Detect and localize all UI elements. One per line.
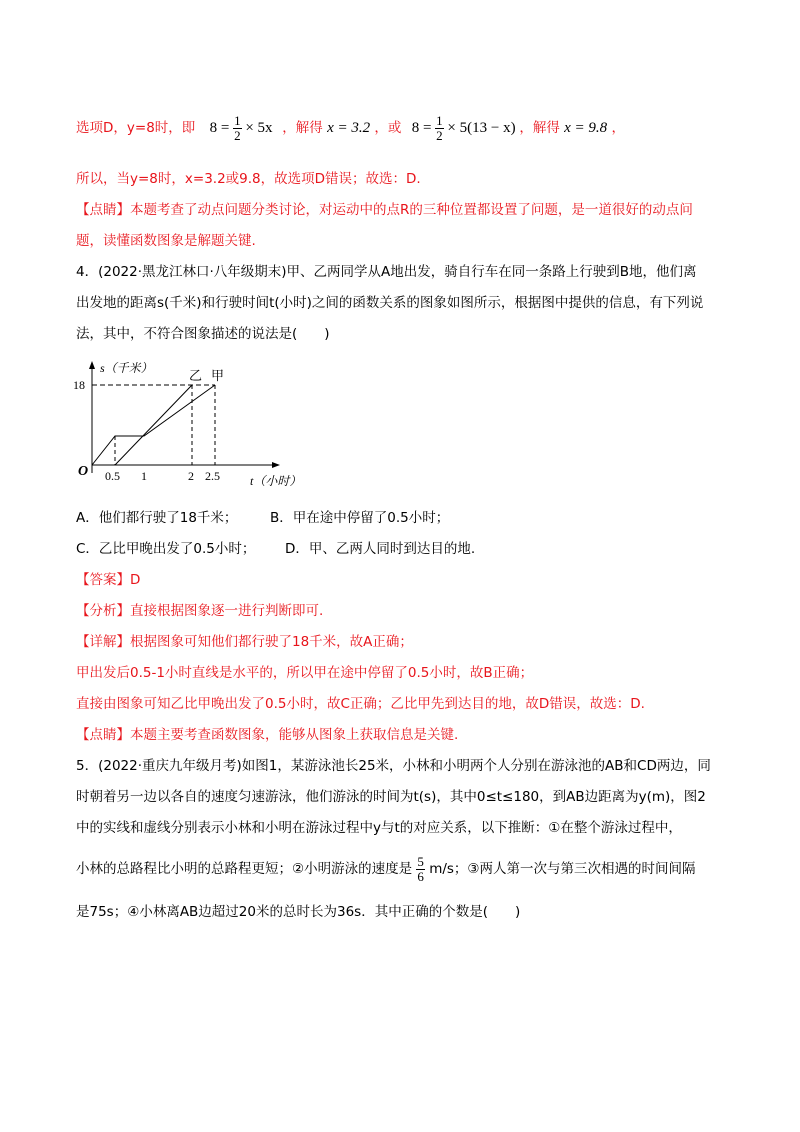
text-span: ， (611, 119, 625, 136)
question-line: 法，其中，不符合图象描述的说法是( ) (76, 326, 330, 342)
text-span: 小林的总路程比小明的总路程更短；②小明游泳的速度是 (76, 861, 413, 877)
question-line: 出发地的距离s(千米)和行驶时间t(小时)之间的函数关系的图象如图所示，根据图中提供的信息，有下列说 (76, 295, 704, 311)
distance-time-graph (70, 355, 320, 495)
origin-label: O (78, 464, 89, 479)
question-line: 4．(2022·黑龙江林口·八年级期末)甲、乙两同学从A地出发，骑自行车在同一条路上行驶到B地，他们离 (76, 264, 697, 280)
text-span: ，解得 (282, 119, 323, 136)
frac-den: 2 (436, 128, 443, 143)
solution-line (76, 114, 625, 143)
x-tick-2: 2 (188, 469, 194, 483)
equation-2 (411, 113, 520, 143)
line-label-yi: 乙 (189, 368, 203, 383)
x-tick-2-5: 2.5 (205, 469, 220, 483)
speed-fraction (416, 855, 425, 884)
solution-line: 所以，当y=8时，x=3.2或9.8，故选项D错误；故选：D. (76, 171, 421, 187)
question-line: 中的实线和虚线分别表示小林和小明在游泳过程中y与t的对应关系，以下推断：①在整个游泳过程中， (76, 820, 682, 836)
eq-left: 8 = (411, 119, 432, 136)
solution-value: x = 9.8 (564, 119, 608, 136)
x-axis-arrow (272, 462, 280, 468)
question-line: 是75s；④小林离AB边超过20米的总时长为36s．其中正确的个数是( ) (76, 904, 521, 920)
option-c: C．乙比甲晚出发了0.5小时； (76, 541, 256, 557)
x-tick-1: 1 (141, 469, 147, 483)
question-line: 时朝着另一边以各自的速度匀速游泳，他们游泳的时间为t(s)，其中0≤t≤180，到AB边距离为y(m)，图2 (76, 789, 706, 805)
equation-1 (209, 113, 277, 143)
answer-line: 【答案】D (76, 572, 141, 588)
line-label-jia: 甲 (211, 368, 225, 383)
frac-num: 5 (417, 853, 424, 869)
fraction (435, 114, 444, 143)
detail-line: 甲出发后0.5-1小时直线是水平的，所以甲在途中停留了0.5小时，故B正确； (76, 665, 534, 681)
comment-line: 【点睛】本题主要考查函数图象，能够从图象上获取信息是关键. (76, 727, 459, 743)
x-tick-0-5: 0.5 (105, 469, 120, 483)
text-span: ，解得 (519, 119, 560, 136)
y-tick-18: 18 (73, 378, 85, 392)
comment-line: 【点睛】本题考查了动点问题分类讨论，对运动中的点R的三种位置都设置了问题，是一道很好的动点问 (76, 202, 693, 218)
detail-line: 直接由图象可知乙比甲晚出发了0.5小时，故C正确；乙比甲先到达目的地，故D错误，故选：D. (76, 696, 645, 712)
text-span: 选项D，y=8时，即 (76, 119, 196, 136)
eq-right: × 5(13 − x) (447, 119, 516, 136)
eq-right: × 5x (245, 119, 273, 136)
solution-value: x = 3.2 (327, 119, 371, 136)
x-axis-label: t（小时） (250, 474, 302, 488)
frac-num: 1 (436, 113, 443, 128)
eq-left: 8 = (209, 119, 230, 136)
option-a: A．他们都行驶了18千米； (76, 510, 238, 526)
option-d: D．甲、乙两人同时到达目的地. (285, 541, 476, 557)
question-line (76, 853, 696, 885)
frac-den: 6 (417, 868, 424, 884)
fraction (233, 114, 242, 143)
comment-line: 题，读懂函数图象是解题关键. (76, 233, 256, 249)
text-span: m/s；③两人第一次与第三次相遇的时间间隔 (429, 861, 696, 877)
series-yi-line (115, 385, 192, 465)
text-span: ，或 (374, 119, 402, 136)
option-b: B．甲在途中停留了0.5小时； (270, 510, 450, 526)
frac-num: 1 (234, 113, 241, 128)
y-axis-arrow (89, 361, 95, 369)
y-axis-label: s（千米） (100, 361, 153, 375)
frac-den: 2 (234, 128, 241, 143)
analysis-line: 【分析】直接根据图象逐一进行判断即可. (76, 603, 324, 619)
question-line: 5．(2022·重庆九年级月考)如图1，某游泳池长25米，小林和小明两个人分别在游泳池的AB和CD两边，同 (76, 758, 711, 774)
detail-line: 【详解】根据图象可知他们都行驶了18千米，故A正确； (76, 634, 413, 650)
